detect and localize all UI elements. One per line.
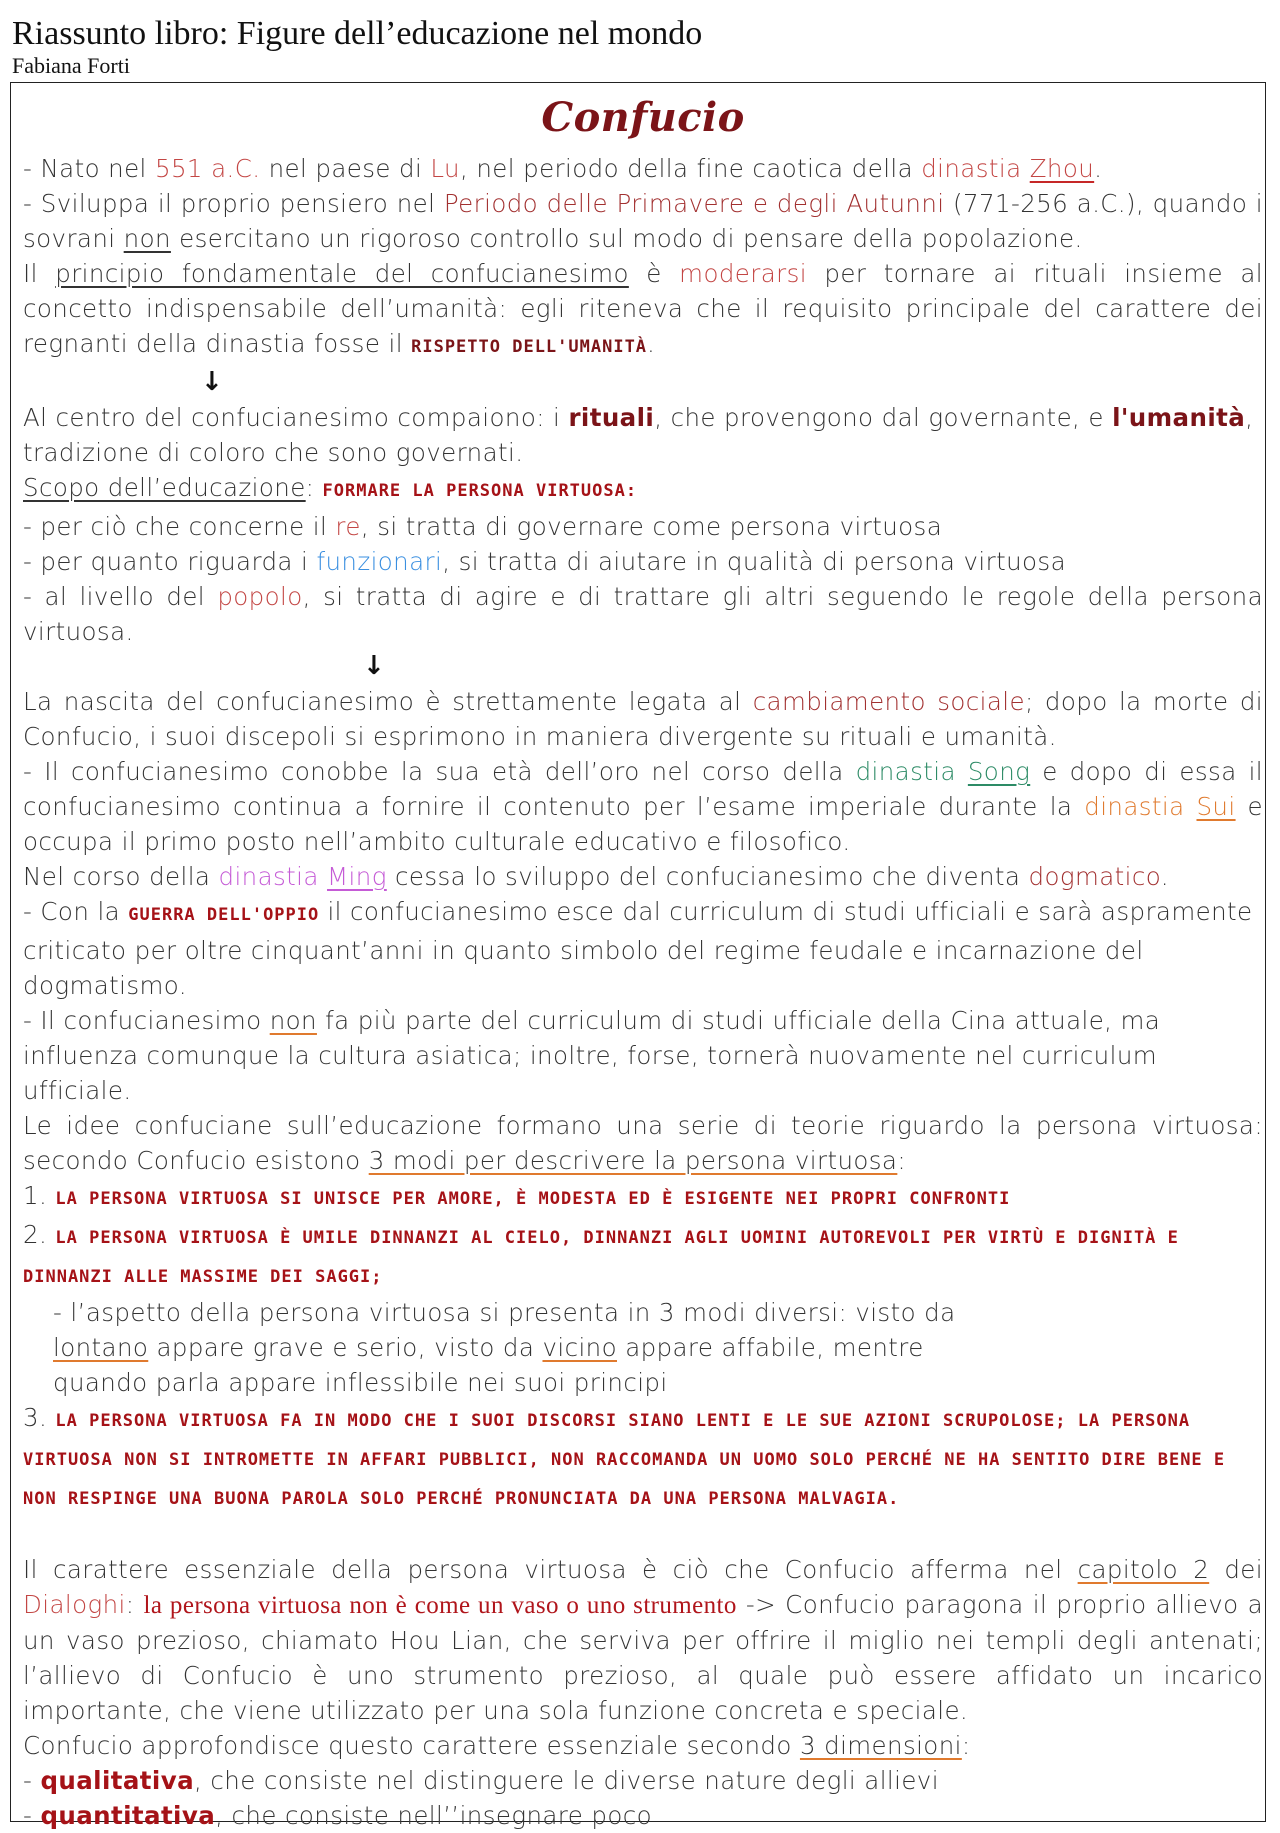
paragraph-ming: Nel corso della dinastia Ming cessa lo sviluppo del confucianesimo che diventa dogmatico.: [23, 862, 1169, 891]
paragraph-ideas: Le idee confuciane sull’educazione formano una serie di teorie riguardo la persona virtuosa: secondo Confucio esistono 3 modi per descrivere la persona virtuosa:: [23, 1111, 1263, 1175]
bullet-quantitative: - quantitativa, che consiste nell’’insegnare poco: [23, 1801, 653, 1830]
bullet-officials: - per quanto riguarda i funzionari, si tratta di aiutare in qualità di persona virtuosa: [23, 547, 1066, 576]
down-arrow-icon: ↓: [201, 367, 224, 397]
paragraph-principle: Il principio fondamentale del confucianesimo è moderarsi per tornare ai rituali insieme al concetto indispensabile dell’umanità: egli riteneva che il requisito principale del carattere dei regnanti della dinastia fosse il RISPETTO DELL'UMANITÀ.: [23, 259, 1263, 358]
list-item-3: 3. LA PERSONA VIRTUOSA FA IN MODO CHE I SUOI DISCORSI SIANO LENTI E LE SUE AZIONI SCRUPOLOSE; LA PERSONA VIRTUOSA NON SI INTROMETTE IN AFFARI PUBBLICI, NON RACCOMANDA UN UOMO SOLO PERCHÉ NE HA SENTITO DIRE BENE E NON RESPINGE UNA BUONA PAROLA SOLO PERCHÉ PRONUNCIATA DA UNA PERSONA MALVAGIA.: [23, 1403, 1226, 1509]
list-item-2: 2. LA PERSONA VIRTUOSA È UMILE DINNANZI AL CIELO, DINNANZI AGLI UOMINI AUTOREVOLI PER VIRTÙ E DIGNITÀ E DINNANZI ALLE MASSIME DEI SAGGI;: [23, 1220, 1179, 1287]
paragraph-essential: Il carattere essenziale della persona virtuosa è ciò che Confucio afferma nel capitolo 2 dei Dialoghi: la persona virtuosa non è come un vaso o uno strumento -> Confucio paragona il proprio allievo a un vaso prezioso, chiamato Hou Lian, che serviva per offrire il miglio nei templi degli antenati; l’allievo di Confucio è uno strumento prezioso, al quale può essere affidato un incarico importante, che viene utilizzato per una sola funzione concreta e speciale.: [23, 1555, 1264, 1725]
document-author: Fabiana Forti: [12, 53, 130, 78]
section-heading: Confucio: [541, 94, 745, 141]
notes-content: [23, 83, 1263, 1833]
list-item-2-sub: - l’aspetto della persona virtuosa si presenta in 3 modi diversi: visto da lontano appare grave e serio, visto da vicino appare affabile, mentre quando parla appare inflessibile nei suoi principi: [53, 1298, 956, 1397]
spacer: [23, 1517, 1263, 1552]
list-item-1: 1. LA PERSONA VIRTUOSA SI UNISCE PER AMORE, È MODESTA ED È ESIGENTE NEI PROPRI CONFRONTI: [23, 1181, 1011, 1210]
document-title: Riassunto libro: Figure dell’educazione nel mondo: [12, 15, 703, 52]
arrow-row-1: [23, 365, 1263, 400]
paragraph-birth: - Nato nel 551 a.C. nel paese di Lu, nel periodo della fine caotica della dinastia Zhou.: [23, 154, 1103, 183]
arrow-row-2: [23, 649, 1263, 684]
paragraph-golden-age: - Il confucianesimo conobbe la sua età dell’oro nel corso della dinastia Song e dopo di essa il confucianesimo continua a fornire il contenuto per l’esame imperiale durante la dinastia Sui e occupa il primo posto nell’ambito culturale educativo e filosofico.: [23, 757, 1263, 856]
paragraph-dimensions: Confucio approfondisce questo carattere essenziale secondo 3 dimensioni:: [23, 1731, 971, 1760]
bullet-king: - per ciò che concerne il re, si tratta di governare come persona virtuosa: [23, 512, 943, 541]
paragraph-education-goal: Scopo dell’educazione: FORMARE LA PERSONA VIRTUOSA:: [23, 473, 638, 502]
down-arrow-icon: ↓: [363, 651, 386, 681]
paragraph-birth-confucianism: La nascita del confucianesimo è strettamente legata al cambiamento sociale; dopo la morte di Confucio, i suoi discepoli si esprimono in maniera divergente su rituali e umanità.: [23, 687, 1263, 751]
document-header: [12, 14, 1262, 78]
bullet-qualitative: - qualitativa, che consiste nel distinguere le diverse nature degli allievi: [23, 1766, 939, 1795]
bullet-people: - al livello del popolo, si tratta di agire e di trattare gli altri seguendo le regole della persona virtuosa.: [23, 582, 1263, 646]
paragraph-current: - Il confucianesimo non fa più parte del curriculum di studi ufficiale della Cina attuale, ma influenza comunque la cultura asiatica; inoltre, forse, tornerà nuovamente nel curriculum ufficiale.: [23, 1006, 1161, 1105]
paragraph-opium-war: - Con la GUERRA DELL'OPPIO il confucianesimo esce dal curriculum di studi ufficiali e sarà aspramente criticato per oltre cinquant’anni in quanto simbolo del regime feudale e incarnazione del dogmatismo.: [23, 897, 1253, 1000]
notes-frame: [10, 82, 1266, 1830]
paragraph-center: Al centro del confucianesimo compaiono: i rituali, che provengono dal governante, e l'umanità, tradizione di coloro che sono governati.: [23, 403, 1254, 467]
paragraph-period: - Sviluppa il proprio pensiero nel Periodo delle Primavere e degli Autunni (771-256 a.C.), quando i sovrani non esercitano un rigoroso controllo sul modo di pensare della popolazione.: [23, 189, 1264, 253]
